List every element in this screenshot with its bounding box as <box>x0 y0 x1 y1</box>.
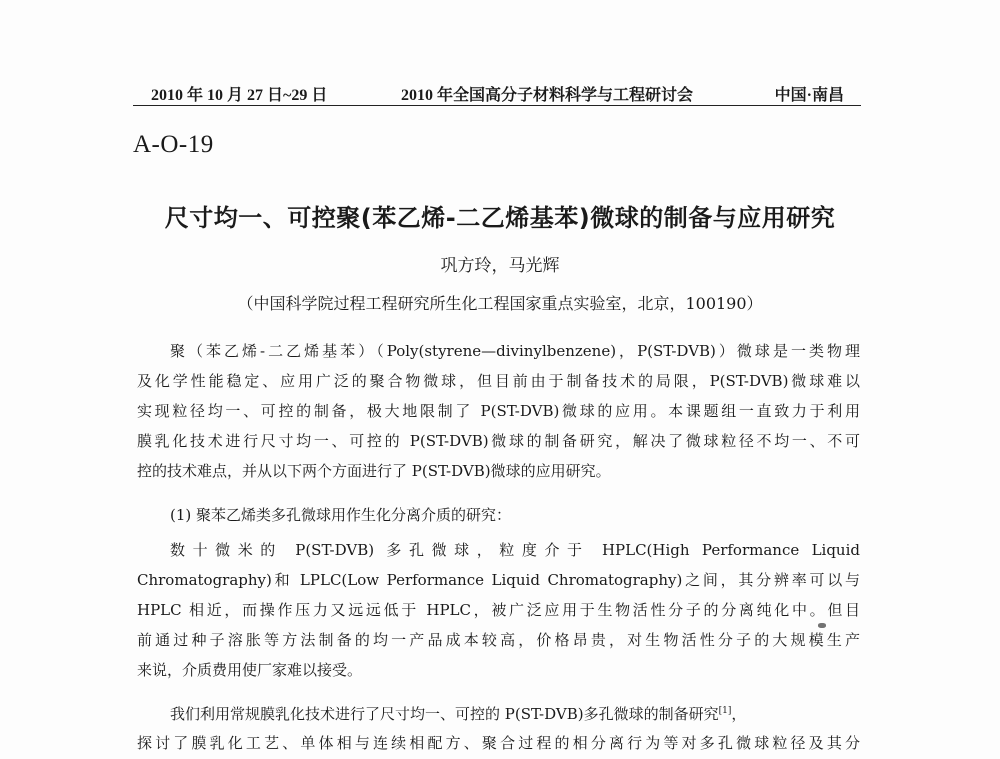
body-line: 探讨了膜乳化工艺、单体相与连续相配方、聚合过程的相分离行为等对多孔微球粒径及其分 <box>137 734 860 752</box>
header-conference: 2010 年全国高分子材料科学与工程研讨会 <box>401 87 694 104</box>
body-line: 来说，介质费用使厂家难以接受。 <box>137 661 363 679</box>
body-line: 实现粒径均一、可控的制备，极大地限制了 P(ST-DVB)微球的应用。本课题组一直致力于利用 <box>137 402 860 420</box>
body-text: 我们利用常规膜乳化技术进行了尺寸均一、可控的 P(ST-DVB)多孔微球的制备研究 <box>170 705 719 723</box>
body-line: 聚（苯乙烯-二乙烯基苯）（Poly(styrene—divinylbenzene)，P(ST-DVB)）微球是一类物理 <box>170 342 860 360</box>
body-line: 数十微米的 P(ST-DVB) 多孔微球，粒度介于 HPLC(High Performance Liquid <box>170 541 860 559</box>
body-line: 膜乳化技术进行尺寸均一、可控的 P(ST-DVB)微球的制备研究，解决了微球粒径不均一、不可 <box>137 432 860 450</box>
running-header <box>133 80 858 104</box>
header-location: 中国·南昌 <box>774 87 844 104</box>
paper-title: 尺寸均一、可控聚(苯乙烯-二乙烯基苯)微球的制备与应用研究 <box>164 204 836 232</box>
paper-id: A-O-19 <box>133 131 214 158</box>
body-line: 控的技术难点，并从以下两个方面进行了 P(ST-DVB)微球的应用研究。 <box>137 462 611 480</box>
scan-speck <box>818 623 826 628</box>
header-rule <box>133 105 861 106</box>
body-line: HPLC 相近，而操作压力又远远低于 HPLC，被广泛应用于生物活性分子的分离纯化中。但目 <box>137 601 860 619</box>
section-heading: (1) 聚苯乙烯类多孔微球用作生化分离介质的研究： <box>170 506 512 524</box>
paper-affiliation: （中国科学院过程工程研究所生化工程国家重点实验室，北京，100190） <box>237 294 763 313</box>
paper-authors: 巩方玲，马光辉 <box>440 256 560 276</box>
body-line: Chromatography)和 LPLC(Low Performance Liquid Chromatography)之间，其分辨率可以与 <box>137 571 860 589</box>
body-line: 及化学性能稳定、应用广泛的聚合物微球，但目前由于制备技术的局限，P(ST-DVB)微球难以 <box>137 372 860 390</box>
body-line: 前通过种子溶胀等方法制备的均一产品成本较高，价格昂贵，对生物活性分子的大规模生产 <box>137 631 860 649</box>
citation-ref: [1] <box>718 706 732 716</box>
header-date: 2010 年 10 月 27 日~29 日 <box>151 87 328 104</box>
body-text: ， <box>731 705 747 723</box>
body-line <box>170 704 746 724</box>
